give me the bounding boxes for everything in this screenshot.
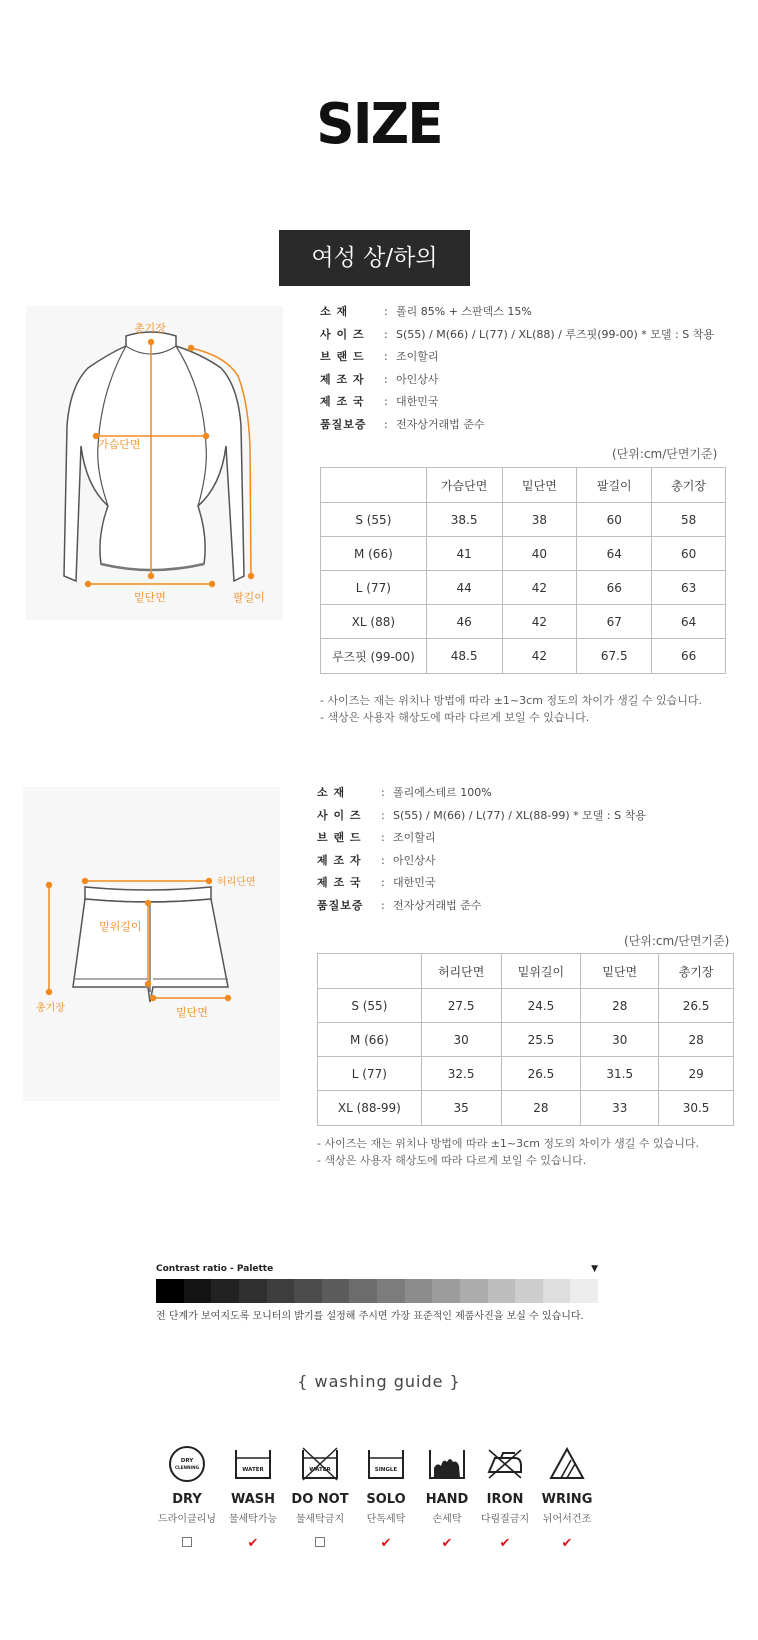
palette-swatch: [349, 1279, 377, 1303]
palette-swatches: [156, 1279, 598, 1303]
care-name: SOLO: [366, 1492, 406, 1507]
bottom-size-table: [317, 953, 734, 1126]
section-label: 여성 상/하의: [279, 230, 470, 286]
spec-row: 품질보증 : 전자상거래법 준수: [320, 417, 485, 431]
spec-row: 사 이 즈 : S(55) / M(66) / L(77) / XL(88-99) * 모델 : S 착용: [317, 808, 646, 822]
spec-row: 소 재 : 폴리에스테르 100%: [317, 786, 492, 799]
table-header: 가슴단면: [426, 468, 502, 503]
unit-label: (단위:cm/단면기준): [624, 934, 730, 948]
care-label: 드라이클리닝: [158, 1514, 216, 1525]
bottom-diagram: [23, 787, 280, 1101]
washing-guide-title: { washing guide }: [297, 1372, 461, 1391]
wash-tub-icon: [233, 1444, 273, 1484]
palette-note: 전 단계가 보여지도록 모니터의 밝기를 설정해 주시면 가장 표준적인 제품사진을 보실 수 있습니다.: [156, 1311, 584, 1322]
care-label: 다림질금지: [480, 1514, 530, 1525]
table-header: 허리단면: [421, 954, 501, 989]
table-header: 밑단면: [502, 468, 577, 503]
spec-row: 소 재 : 폴리 85% + 스판덱스 15%: [320, 305, 532, 318]
wring-icon: [547, 1444, 587, 1484]
table-row: L (77) 44 42 66 63: [321, 571, 726, 605]
care-name: HAND: [425, 1492, 469, 1507]
label-waist: 허리단면: [217, 877, 256, 888]
table-header-row: [321, 468, 726, 503]
label-total-length: 총기장: [36, 1003, 65, 1014]
table-header: [318, 954, 422, 989]
label-chest: 가슴단면: [98, 438, 141, 451]
bottom-specs: [317, 782, 646, 917]
palette-swatch: [432, 1279, 460, 1303]
spec-row: 제 조 자 : 아인상사: [317, 853, 436, 867]
table-header-row: [318, 954, 734, 989]
table-row: 루즈핏 (99-00) 48.5 42 67.5 66: [321, 639, 726, 674]
checkmark-icon: ✔: [561, 1536, 573, 1551]
care-label: 물세탁금지: [295, 1514, 345, 1525]
do-not-wash-icon: [300, 1444, 340, 1484]
hand-wash-icon: [427, 1444, 467, 1484]
table-row: S (55) 38.5 38 60 58: [321, 503, 726, 537]
palette-swatch: [515, 1279, 543, 1303]
note-line: - 색상은 사용자 해상도에 따라 다르게 보일 수 있습니다.: [320, 711, 590, 724]
care-name: IRON: [486, 1492, 524, 1507]
care-name: DO NOT: [291, 1492, 349, 1507]
checkmark-icon: ✔: [380, 1536, 392, 1551]
note-line: - 사이즈는 재는 위치나 방법에 따라 ±1~3cm 정도의 차이가 생길 수 있습니다.: [317, 1137, 700, 1150]
table-row: XL (88) 46 42 67 64: [321, 605, 726, 639]
palette-swatch: [570, 1279, 598, 1303]
table-row: M (66) 41 40 64 60: [321, 537, 726, 571]
palette-swatch: [211, 1279, 239, 1303]
top-notes: [320, 692, 702, 726]
dry-cleaning-icon: [167, 1444, 207, 1484]
palette-swatch: [156, 1279, 184, 1303]
spec-row: 제 조 국 : 대한민국: [317, 876, 436, 889]
palette-swatch: [267, 1279, 295, 1303]
spec-row: 품질보증 : 전자상거래법 준수: [317, 898, 482, 912]
triangle-down-icon: ▼: [591, 1264, 598, 1274]
palette-swatch: [377, 1279, 405, 1303]
svg-text:WATER: WATER: [242, 1467, 264, 1473]
label-hem: 밑단면: [176, 1006, 208, 1019]
solo-wash-icon: [366, 1444, 406, 1484]
svg-text:DRY: DRY: [180, 1458, 194, 1464]
care-name: WASH: [230, 1492, 276, 1507]
label-rise: 밑위길이: [99, 920, 142, 933]
care-label: 단독세탁: [366, 1514, 406, 1525]
checkmark-icon: ✔: [441, 1536, 453, 1551]
palette-swatch: [488, 1279, 516, 1303]
unit-label: (단위:cm/단면기준): [612, 447, 718, 461]
spec-row: 브 랜 드 : 조이할리: [317, 831, 436, 844]
svg-text:SINGLE: SINGLE: [374, 1467, 398, 1473]
palette-swatch: [543, 1279, 571, 1303]
table-row: S (55) 27.5 24.5 28 26.5: [318, 989, 734, 1023]
svg-text:CLENNING: CLENNING: [174, 1465, 200, 1470]
care-label: 물세탁가능: [228, 1514, 278, 1525]
palette-swatch: [184, 1279, 212, 1303]
checkmark-icon: ✔: [247, 1536, 259, 1551]
palette-swatch: [460, 1279, 488, 1303]
palette-swatch: [294, 1279, 322, 1303]
palette-swatch: [239, 1279, 267, 1303]
label-total-length: 총기장: [134, 322, 166, 335]
table-row: XL (88-99) 35 28 33 30.5: [318, 1091, 734, 1126]
top-specs: [320, 301, 714, 436]
palette-swatch: [322, 1279, 350, 1303]
label-hem: 밑단면: [134, 591, 166, 604]
care-label: 손세탁: [432, 1514, 462, 1525]
no-iron-icon: [485, 1444, 525, 1484]
care-label: 뉘어서건조: [542, 1514, 592, 1525]
top-size-table: [320, 467, 726, 674]
bottom-notes: [317, 1135, 699, 1169]
contrast-palette: [156, 1264, 598, 1322]
spec-row: 제 조 국 : 대한민국: [320, 395, 439, 408]
table-header: 밑단면: [581, 954, 659, 989]
spec-row: 제 조 자 : 아인상사: [320, 372, 439, 386]
care-item-wring: [527, 1444, 607, 1551]
page-title: SIZE: [316, 92, 442, 157]
note-line: - 사이즈는 재는 위치나 방법에 따라 ±1~3cm 정도의 차이가 생길 수 있습니다.: [320, 694, 703, 707]
table-header: 팔길이: [577, 468, 652, 503]
shirt-illustration: [26, 306, 283, 620]
palette-title: Contrast ratio - Palette: [156, 1264, 274, 1274]
care-name: DRY: [172, 1492, 202, 1507]
palette-swatch: [405, 1279, 433, 1303]
table-header: [321, 468, 427, 503]
label-sleeve: 팔길이: [233, 591, 265, 604]
checkmark-icon: ✔: [499, 1536, 511, 1551]
washing-icons: [0, 1444, 758, 1584]
spec-row: 사 이 즈 : S(55) / M(66) / L(77) / XL(88) / 루즈핏(99-00) * 모델 : S 착용: [320, 327, 714, 341]
table-row: M (66) 30 25.5 30 28: [318, 1023, 734, 1057]
table-header: 밑위길이: [501, 954, 581, 989]
table-row: L (77) 32.5 26.5 31.5 29: [318, 1057, 734, 1091]
note-line: - 색상은 사용자 해상도에 따라 다르게 보일 수 있습니다.: [317, 1154, 587, 1167]
spec-row: 브 랜 드 : 조이할리: [320, 350, 439, 363]
shorts-illustration: [23, 787, 280, 1101]
care-name: WRING: [541, 1492, 593, 1507]
table-header: 총기장: [659, 954, 734, 989]
svg-text:WATER: WATER: [309, 1467, 331, 1473]
table-header: 총기장: [652, 468, 726, 503]
top-diagram: [26, 306, 283, 620]
